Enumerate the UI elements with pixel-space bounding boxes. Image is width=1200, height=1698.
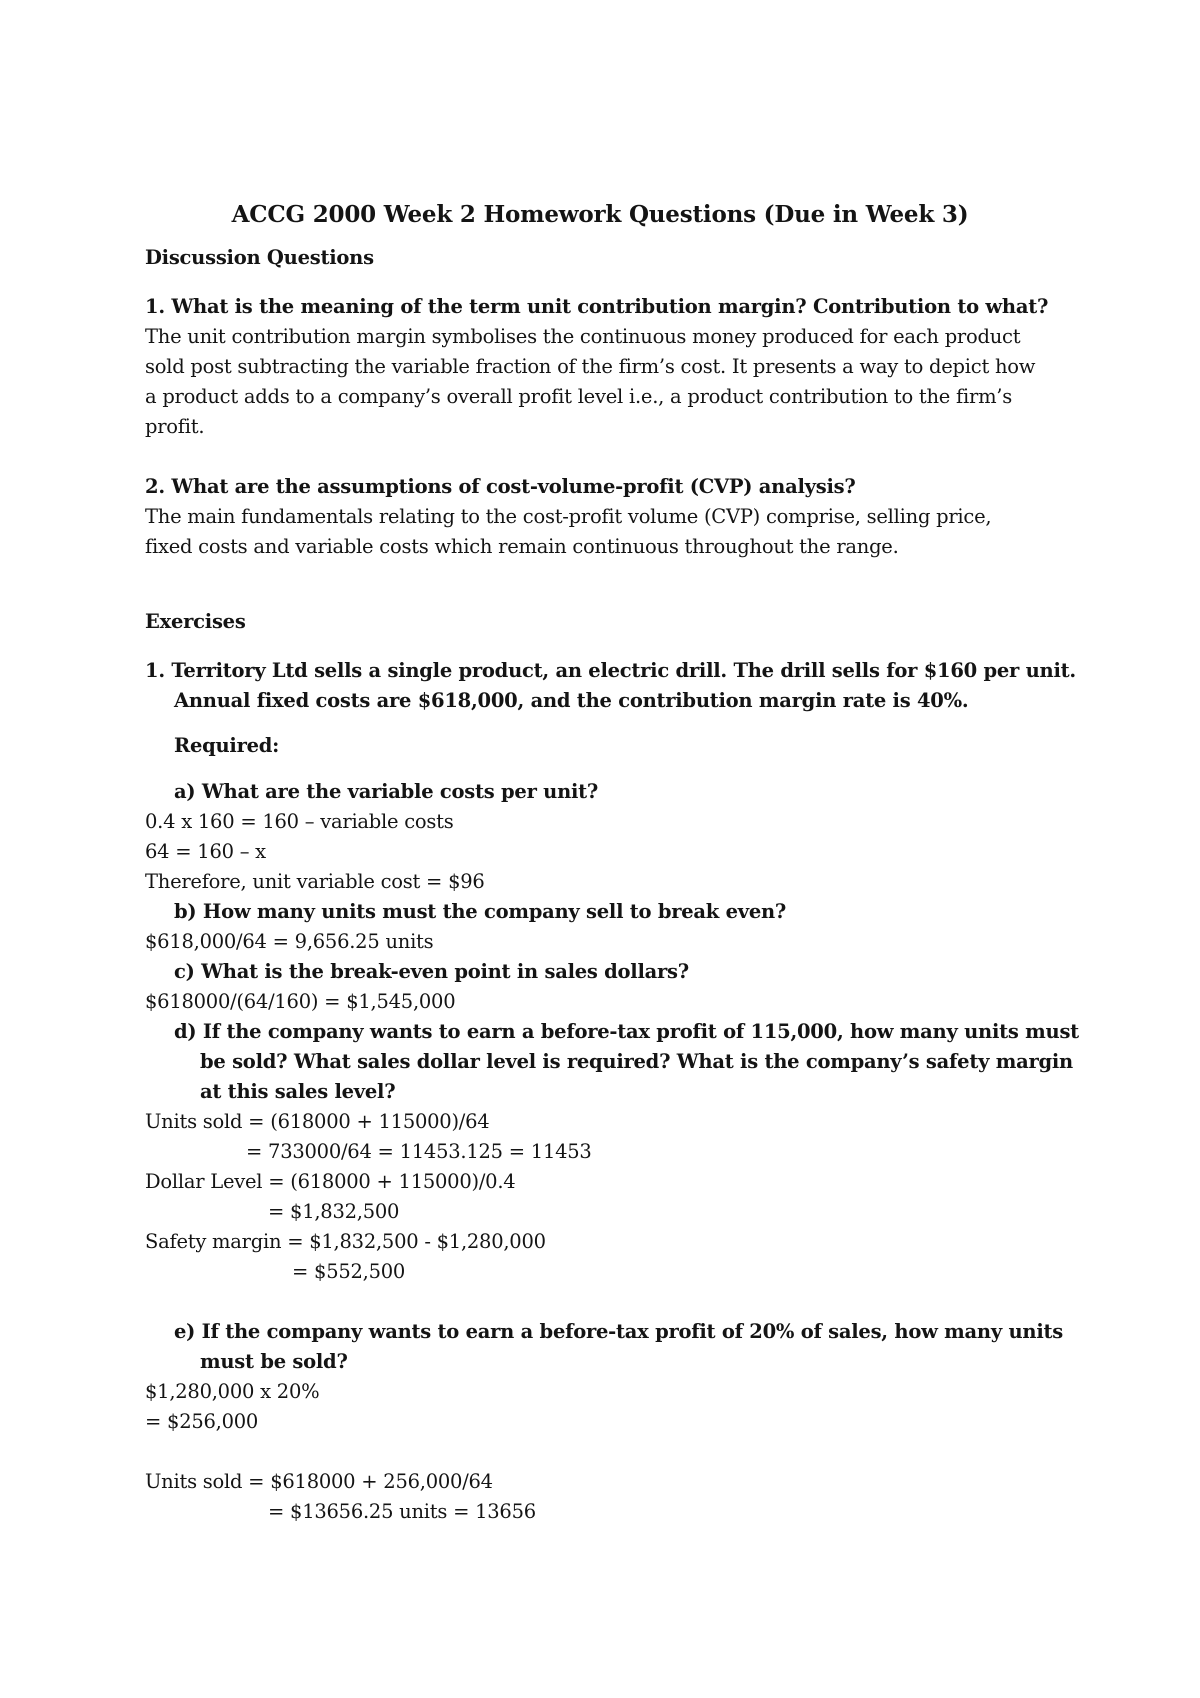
part-d-answer-line: Safety margin = $1,832,500 - $1,280,000 (145, 1230, 546, 1253)
exercise-1-statement: 1. Territory Ltd sells a single product, an electric drill. The drill sells for $160 per unit. (145, 659, 1076, 682)
part-e-answer-line: $1,280,000 x 20% (145, 1380, 320, 1403)
answer-2-line: The main fundamentals relating to the cost-profit volume (CVP) comprise, selling price, (145, 505, 992, 528)
question-2: 2. What are the assumptions of cost-volume-profit (CVP) analysis? (145, 475, 856, 498)
part-d-answer-line: = $552,500 (292, 1260, 406, 1283)
part-b-answer: $618,000/64 = 9,656.25 units (145, 930, 434, 953)
part-d-answer-line: = $1,832,500 (268, 1200, 400, 1223)
exercises-heading: Exercises (145, 610, 246, 633)
part-a-answer-line: 0.4 x 160 = 160 – variable costs (145, 810, 454, 833)
part-d-answer-line: Units sold = (618000 + 115000)/64 (145, 1110, 490, 1133)
part-c-answer: $618000/(64/160) = $1,545,000 (145, 990, 456, 1013)
answer-1-line: sold post subtracting the variable fraction of the firm’s cost. It presents a way to depict how (145, 355, 1036, 378)
part-e-question-cont: must be sold? (200, 1350, 348, 1373)
answer-2-line: fixed costs and variable costs which remain continuous throughout the range. (145, 535, 899, 558)
part-e-answer-line: = $13656.25 units = 13656 (268, 1500, 536, 1523)
discussion-heading: Discussion Questions (145, 246, 374, 269)
part-e-answer-line: Units sold = $618000 + 256,000/64 (145, 1470, 493, 1493)
part-a-answer-line: 64 = 160 – x (145, 840, 266, 863)
part-d-answer-line: Dollar Level = (618000 + 115000)/0.4 (145, 1170, 516, 1193)
required-label: Required: (174, 734, 280, 757)
part-d-question-cont: at this sales level? (200, 1080, 396, 1103)
part-d-question: d) If the company wants to earn a before-tax profit of 115,000, how many units must (174, 1020, 1079, 1043)
part-c-question: c) What is the break-even point in sales dollars? (174, 960, 689, 983)
part-a-answer-line: Therefore, unit variable cost = $96 (145, 870, 485, 893)
part-d-answer-line: = 733000/64 = 11453.125 = 11453 (246, 1140, 592, 1163)
part-b-question: b) How many units must the company sell to break even? (174, 900, 787, 923)
question-1: 1. What is the meaning of the term unit contribution margin? Contribution to what? (145, 295, 1049, 318)
answer-1-line: profit. (145, 415, 205, 438)
part-e-answer-line: = $256,000 (145, 1410, 259, 1433)
answer-1-line: The unit contribution margin symbolises the continuous money produced for each product (145, 325, 1021, 348)
part-d-question-cont: be sold? What sales dollar level is required? What is the company’s safety margin (200, 1050, 1073, 1073)
answer-1-line: a product adds to a company’s overall profit level i.e., a product contribution to the firm’s (145, 385, 1013, 408)
page-title: ACCG 2000 Week 2 Homework Questions (Due in Week 3) (231, 201, 969, 228)
part-a-question: a) What are the variable costs per unit? (174, 780, 599, 803)
exercise-1-statement-cont: Annual fixed costs are $618,000, and the contribution margin rate is 40%. (174, 689, 969, 712)
part-e-question: e) If the company wants to earn a before-tax profit of 20% of sales, how many units (174, 1320, 1063, 1343)
